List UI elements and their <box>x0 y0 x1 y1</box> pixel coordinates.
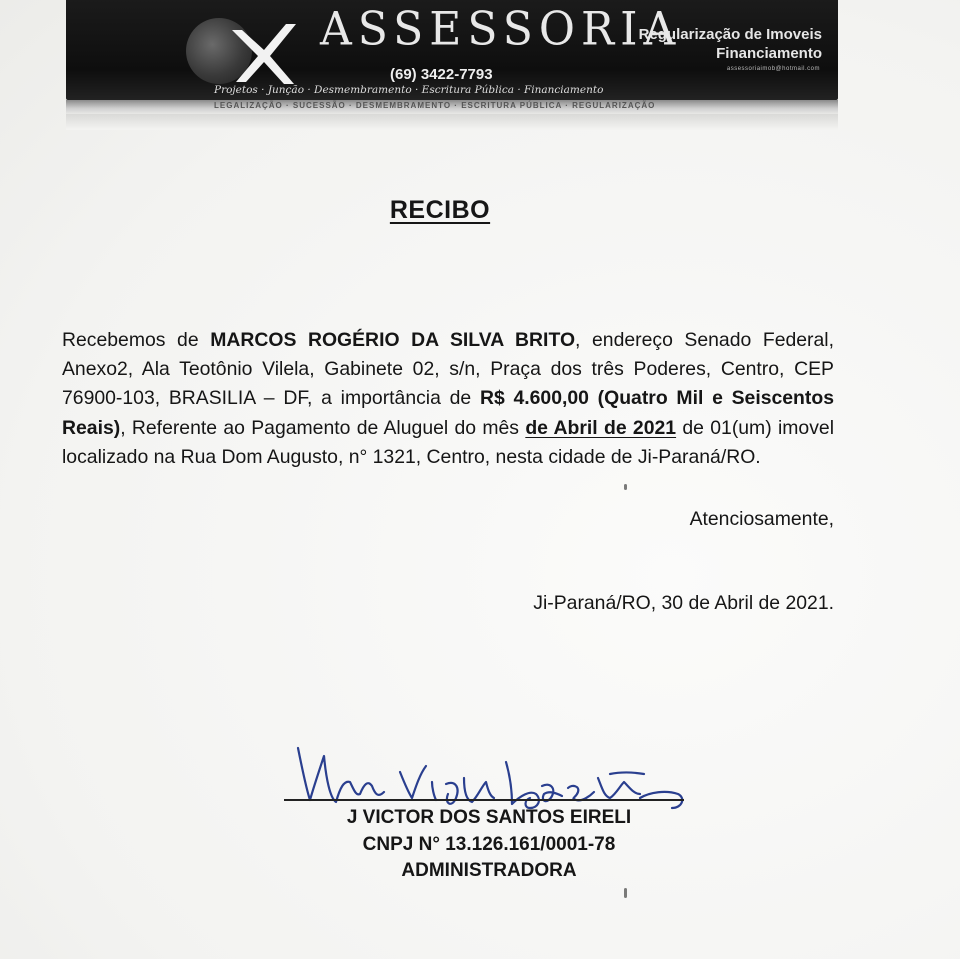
brand-name: ASSESSORIA <box>320 2 682 57</box>
signature-line <box>284 799 684 801</box>
amount: R$ 4.600,00 (Quatro Mil e Seiscentos Reais) <box>62 387 834 439</box>
header-title-line2: Financiamento <box>716 45 822 62</box>
header-email: assessoriaimob@hotmail.com <box>726 66 820 72</box>
ink-speck <box>624 484 627 490</box>
place-and-date: Ji-Paraná/RO, 30 de Abril de 2021. <box>533 592 834 614</box>
paragraph-address: , endereço Senado Federal, Anexo2, Ala Teotônio Vilela, Gabinete 02, s/n, Praça dos três Poderes, Centro, CEP 76900-103, BRASILIA – DF, a importância de <box>62 329 834 410</box>
header-title-line1: Regularização de Imoveis <box>638 26 822 43</box>
letterhead-banner <box>66 0 838 100</box>
services-strip-text: LEGALIZAÇÃO · SUCESSÃO · DESMEMBRAMENTO · ESCRITURA PÚBLICA · REGULARIZAÇÃO <box>214 101 656 110</box>
document-title: RECIBO <box>389 196 491 224</box>
x-logo-icon <box>214 10 304 90</box>
paragraph-end: de 01(um) imovel localizado na Rua Dom Augusto, n° 1321, Centro, nesta cidade de Ji-Paraná/RO. <box>62 416 835 468</box>
paragraph-intro: Recebemos de <box>62 329 211 351</box>
letterhead-strip <box>66 100 838 114</box>
paragraph-reference: , Referente ao Pagamento de Aluguel do mês <box>120 416 526 439</box>
payer-name: MARCOS ROGÉRIO DA SILVA BRITO <box>210 329 576 351</box>
signer-name: J VICTOR DOS SANTOS EIRELI <box>346 807 632 828</box>
phone-number: (69) 3422-7793 <box>390 66 493 83</box>
services-line: Projetos · Junção · Desmembramento · Escritura Pública · Financiamento <box>214 84 604 96</box>
closing-line: Atenciosamente, <box>689 508 834 530</box>
signer-role: ADMINISTRADORA <box>401 860 577 881</box>
letterhead-shadow <box>66 114 838 130</box>
signer-cnpj: CNPJ N° 13.126.161/0001-78 <box>362 834 616 855</box>
reference-month: de Abril de 2021 <box>525 416 677 439</box>
ink-speck <box>624 888 627 898</box>
receipt-paragraph <box>62 326 834 472</box>
